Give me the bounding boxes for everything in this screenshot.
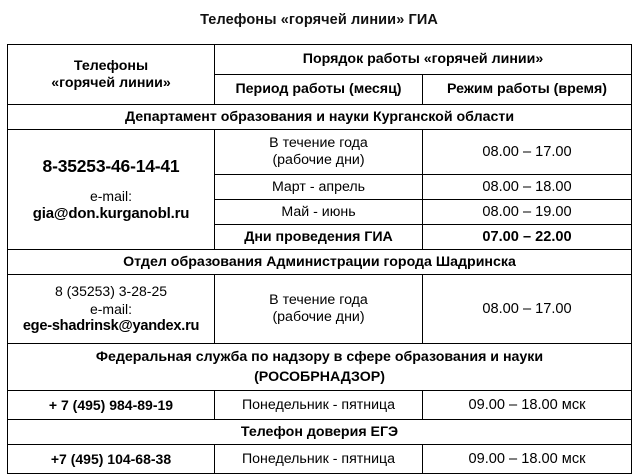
- hotline-table: [7, 44, 632, 474]
- table-row: [8, 275, 632, 344]
- schedule-cell: 08.00 – 19.00: [423, 200, 632, 225]
- header-cell-order: Порядок работы «горячей линии»: [215, 45, 632, 75]
- phone-number-department: 8-35253-46-14-41: [42, 155, 180, 176]
- phone-number-shadrinsk: 8 (35253) 3-28-25: [54, 283, 168, 299]
- section-header-rosobrnadzor: [8, 344, 632, 391]
- header-phones-line-2: «горячей линии»: [51, 74, 171, 91]
- header-phones-line-1: Телефоны: [73, 57, 149, 74]
- schedule-cell: 08.00 – 17.00: [423, 130, 632, 175]
- email-address-shadrinsk: ege-shadrinsk@yandex.ru: [22, 318, 200, 334]
- phone-number-trustline: +7 (495) 104-68-38: [8, 445, 215, 474]
- period-line-2: (рабочие дни): [272, 152, 365, 168]
- period-cell: [215, 275, 423, 344]
- section-title-shadrinsk: Отдел образования Администрации города Шадринска: [8, 250, 632, 275]
- period-cell: Понедельник - пятница: [215, 445, 423, 474]
- header-cell-phones: [8, 45, 215, 105]
- header-cell-period: Период работы (месяц): [215, 75, 423, 105]
- schedule-cell: 09.00 – 18.00 мск: [423, 391, 632, 420]
- section-title-trustline: Телефон доверия ЕГЭ: [8, 420, 632, 445]
- section-header-department: [8, 105, 632, 130]
- section-header-shadrinsk: [8, 250, 632, 275]
- period-line-1: В течение года: [269, 292, 368, 308]
- section-title-rosobrnadzor: [8, 344, 632, 391]
- table-row: [8, 391, 632, 420]
- contact-cell-shadrinsk: [8, 275, 215, 344]
- section-title-rosobrnadzor-line-2: (РОСОБРНАДЗОР): [254, 369, 385, 385]
- section-header-trustline: [8, 420, 632, 445]
- period-line-2: (рабочие дни): [272, 309, 365, 325]
- table-row: [8, 445, 632, 474]
- phone-number-rosobrnadzor: + 7 (495) 984-89-19: [8, 391, 215, 420]
- hotline-table-container: [7, 44, 631, 474]
- section-title-department: Департамент образования и науки Курганской области: [8, 105, 632, 130]
- schedule-cell: 08.00 – 17.00: [423, 275, 632, 344]
- period-line-1: В течение года: [269, 135, 368, 151]
- table-row: [8, 130, 632, 175]
- email-label-shadrinsk: e-mail:: [89, 301, 132, 317]
- header-cell-schedule: Режим работы (время): [423, 75, 632, 105]
- period-cell-gia-days: Дни проведения ГИА: [215, 225, 423, 250]
- table-header-row-1: [8, 45, 632, 75]
- email-address-department: gia@don.kurganobl.ru: [32, 204, 190, 222]
- schedule-cell: 09.00 – 18.00 мск: [423, 445, 632, 474]
- period-cell: Понедельник - пятница: [215, 391, 423, 420]
- email-label-department: e-mail:: [89, 187, 132, 204]
- section-title-rosobrnadzor-line-1: Федеральная служба по надзору в сфере образования и науки: [95, 349, 544, 365]
- page-title: Телефоны «горячей линии» ГИА: [200, 12, 438, 28]
- contact-cell-department: [8, 130, 215, 250]
- period-cell: Март - апрель: [215, 175, 423, 200]
- period-cell: [215, 130, 423, 175]
- schedule-cell-gia-days: 07.00 – 22.00: [423, 225, 632, 250]
- period-cell: Май - июнь: [215, 200, 423, 225]
- schedule-cell: 08.00 – 18.00: [423, 175, 632, 200]
